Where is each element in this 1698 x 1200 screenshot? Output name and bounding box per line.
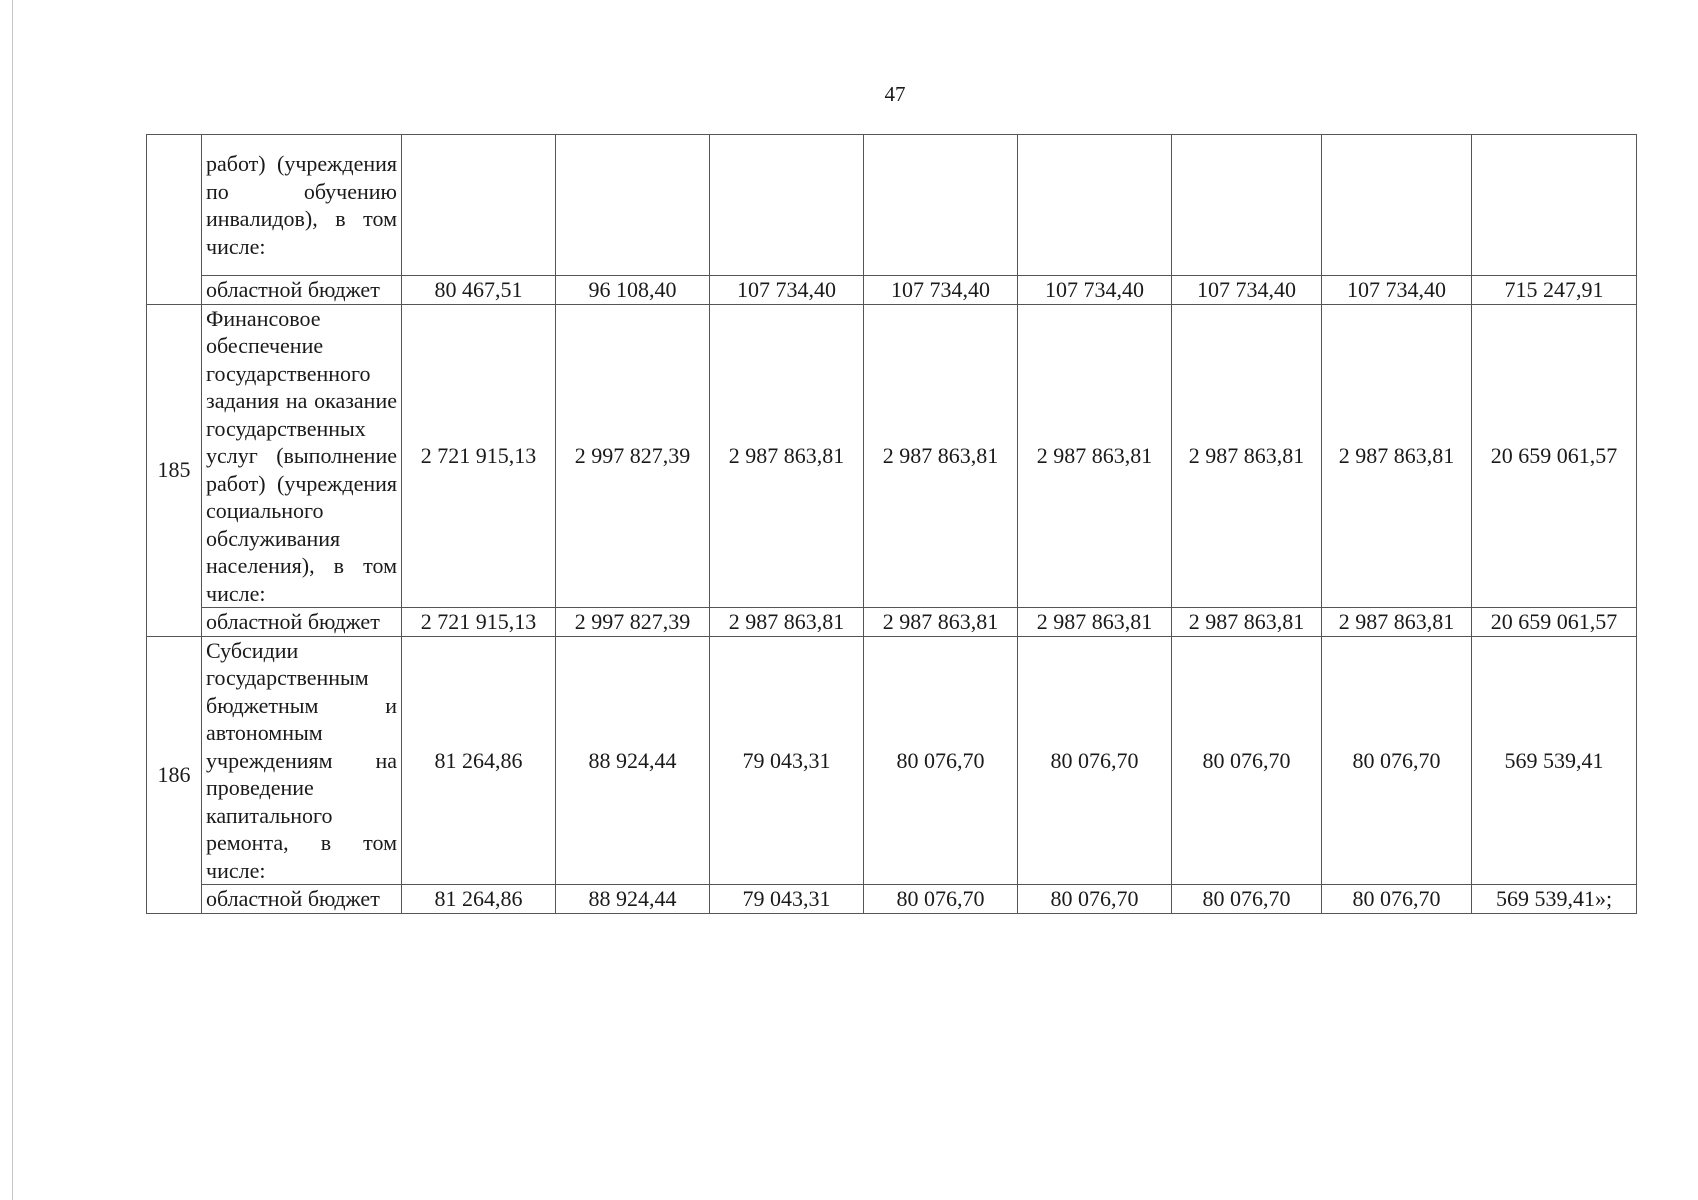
value-cell: 81 264,86	[402, 885, 556, 914]
value-cell: 88 924,44	[556, 885, 710, 914]
value-cell: 81 264,86	[402, 636, 556, 885]
value-cell: 569 539,41	[1472, 636, 1637, 885]
row-index: 186	[147, 636, 202, 913]
value-cell: 88 924,44	[556, 636, 710, 885]
value-cell: 2 987 863,81	[1018, 608, 1172, 637]
value-cell: 2 987 863,81	[864, 304, 1018, 608]
value-cell	[1018, 135, 1172, 276]
value-cell: 107 734,40	[1172, 276, 1322, 305]
value-cell: 107 734,40	[1018, 276, 1172, 305]
value-cell: 80 076,70	[1322, 885, 1472, 914]
value-cell: 80 076,70	[1322, 636, 1472, 885]
value-cell: 2 997 827,39	[556, 304, 710, 608]
value-cell: 79 043,31	[710, 885, 864, 914]
value-cell: 2 987 863,81	[864, 608, 1018, 637]
value-cell: 2 987 863,81	[1322, 304, 1472, 608]
value-cell: 2 987 863,81	[710, 304, 864, 608]
table-row	[147, 135, 1637, 276]
value-cell: 80 467,51	[402, 276, 556, 305]
value-cell: 2 997 827,39	[556, 608, 710, 637]
scan-edge-line	[12, 0, 13, 1200]
value-cell: 2 987 863,81	[1172, 608, 1322, 637]
value-cell: 2 721 915,13	[402, 608, 556, 637]
value-cell	[1172, 135, 1322, 276]
table-subrow	[147, 608, 1637, 637]
page-number: 47	[884, 82, 906, 106]
row-description: Финансовое обеспечение государственного задания на оказание государственных услуг (выполнение работ) (учреждения социального обслуживания населения), в том числе:	[202, 304, 402, 608]
value-cell: 80 076,70	[1172, 636, 1322, 885]
value-cell: 2 987 863,81	[1018, 304, 1172, 608]
value-cell	[402, 135, 556, 276]
value-cell: 715 247,91	[1472, 276, 1637, 305]
value-cell: 80 076,70	[1018, 885, 1172, 914]
value-cell: 107 734,40	[1322, 276, 1472, 305]
table-subrow	[147, 276, 1637, 305]
table-row	[147, 636, 1637, 885]
value-cell: 2 987 863,81	[710, 608, 864, 637]
value-cell: 80 076,70	[1018, 636, 1172, 885]
value-cell	[556, 135, 710, 276]
row-description: работ) (учреждения по обучению инвалидов), в том числе:	[202, 135, 402, 276]
row-index: 185	[147, 304, 202, 636]
table-row	[147, 304, 1637, 608]
value-cell: 80 076,70	[864, 885, 1018, 914]
value-cell: 20 659 061,57	[1472, 304, 1637, 608]
row-index	[147, 135, 202, 305]
value-cell: 96 108,40	[556, 276, 710, 305]
subrow-label: областной бюджет	[202, 276, 402, 305]
value-cell: 79 043,31	[710, 636, 864, 885]
value-cell: 569 539,41»;	[1472, 885, 1637, 914]
value-cell: 20 659 061,57	[1472, 608, 1637, 637]
value-cell: 80 076,70	[1172, 885, 1322, 914]
row-description: Субсидии государственным бюджетным и автономным учреждениям на проведение капитального ремонта, в том числе:	[202, 636, 402, 885]
budget-table	[146, 134, 1637, 914]
value-cell: 80 076,70	[864, 636, 1018, 885]
value-cell: 2 987 863,81	[1172, 304, 1322, 608]
table-subrow	[147, 885, 1637, 914]
value-cell	[864, 135, 1018, 276]
value-cell: 107 734,40	[710, 276, 864, 305]
value-cell: 107 734,40	[864, 276, 1018, 305]
subrow-label: областной бюджет	[202, 885, 402, 914]
value-cell: 2 721 915,13	[402, 304, 556, 608]
value-cell: 2 987 863,81	[1322, 608, 1472, 637]
value-cell	[1472, 135, 1637, 276]
value-cell	[710, 135, 864, 276]
subrow-label: областной бюджет	[202, 608, 402, 637]
value-cell	[1322, 135, 1472, 276]
